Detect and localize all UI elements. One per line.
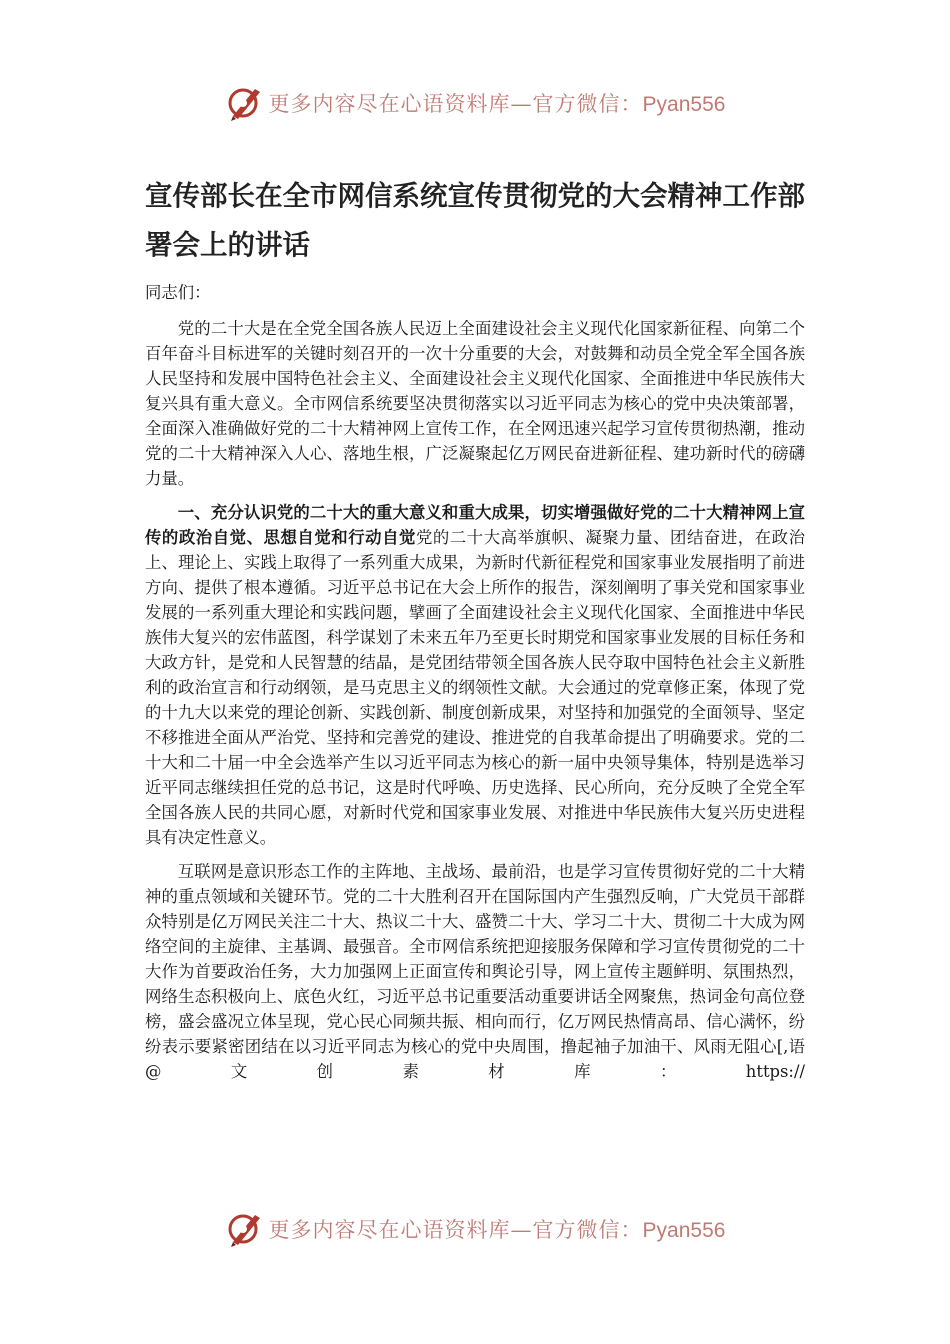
- section-1-paragraph: [145, 500, 805, 850]
- watermark-text: [269, 1214, 726, 1244]
- document-body: [145, 172, 805, 1093]
- watermark-label: 更多内容尽在心语资料库—官方微信：: [268, 92, 643, 116]
- salutation: 同志们：: [145, 283, 211, 302]
- paragraph-internet: 互联网是意识形态工作的主阵地、主战场、最前沿，也是学习宣传贯彻好党的二十大精神的重点领域和关键环节。党的二十大胜利召开在国际国内产生强烈反响，广大党员干部群众特别是亿万网民关注二十大、热议二十大、盛赞二十大、学习二十大、贯彻二十大成为网络空间的主旋律、主基调、最强音。全市网信系统把迎接服务保障和学习宣传贯彻党的二十大作为首要政治任务，大力加强网上正面宣传和舆论引导，网上宣传主题鲜明、氛围热烈，网络生态积极向上、底色火红，习近平总书记重要活动重要讲话全网聚焦，热词金句高位登榜，盛会盛况立体呈现，党心民心同频共振、相向而行，亿万网民热情高昂、信心满怀，纷纷表示要紧密团结在以习近平同志为核心的党中央周围，撸起袖子加油干、风雨无阻心[,语@文创素材库：https://: [145, 862, 805, 1081]
- watermark-wechat-handle: Pyan556: [642, 1219, 726, 1242]
- section-1-heading: 一、充分认识党的二十大的重大意义和重大成果，切实增强做好党的二十大精神网上宣传的政治自觉、思想自觉和行动自觉: [145, 503, 805, 547]
- watermark-label: 更多内容尽在心语资料库—官方微信：: [268, 1218, 643, 1242]
- watermark-wechat-handle: Pyan556: [642, 93, 726, 116]
- footer-watermark-banner: [0, 1206, 950, 1252]
- paragraph-intro: 党的二十大是在全党全国各族人民迈上全面建设社会主义现代化国家新征程、向第二个百年奋斗目标进军的关键时刻召开的一次十分重要的大会，对鼓舞和动员全党全军全国各族人民坚持和发展中国特色社会主义、全面建设社会主义现代化国家、全面推进中华民族伟大复兴具有重大意义。全市网信系统要坚决贯彻落实以习近平同志为核心的党中央决策部署，全面深入准确做好党的二十大精神网上宣传工作，在全网迅速兴起学习宣传贯彻热潮，推动党的二十大精神深入人心、落地生根，广泛凝聚起亿万网民奋进新征程、建功新时代的磅礴力量。: [145, 319, 805, 488]
- watermark-text: [269, 88, 726, 118]
- header-watermark-banner: [0, 80, 950, 126]
- pen-logo-icon: [225, 83, 265, 123]
- section-1-body: 党的二十大高举旗帜、凝聚力量、团结奋进，在政治上、理论上、实践上取得了一系列重大成果，为新时代新征程党和国家事业发展指明了前进方向、提供了根本遵循。习近平总书记在大会上所作的报告，深刻阐明了事关党和国家事业发展的一系列重大理论和实践问题，擘画了全面建设社会主义现代化国家、全面推进中华民族伟大复兴的宏伟蓝图，科学谋划了未来五年乃至更长时期党和国家事业发展的目标任务和大政方针，是党和人民智慧的结晶，是党团结带领全国各族人民夺取中国特色社会主义新胜利的政治宣言和行动纲领，是马克思主义的纲领性文献。大会通过的党章修正案，体现了党的十九大以来党的理论创新、实践创新、制度创新成果，对坚持和加强党的全面领导、坚定不移推进全面从严治党、坚持和完善党的建设、推进党的自我革命提出了明确要求。党的二十大和二十届一中全会选举产生以习近平同志为核心的新一届中央领导集体，特别是选举习近平同志继续担任党的总书记，这是时代呼唤、历史选择、民心所向，充分反映了全党全军全国各族人民的共同心愿，对新时代党和国家事业发展、对推进中华民族伟大复兴历史进程具有决定性意义。: [145, 528, 806, 847]
- pen-logo-icon: [225, 1209, 265, 1249]
- document-title: 宣传部长在全市网信系统宣传贯彻党的大会精神工作部署会上的讲话: [145, 180, 805, 261]
